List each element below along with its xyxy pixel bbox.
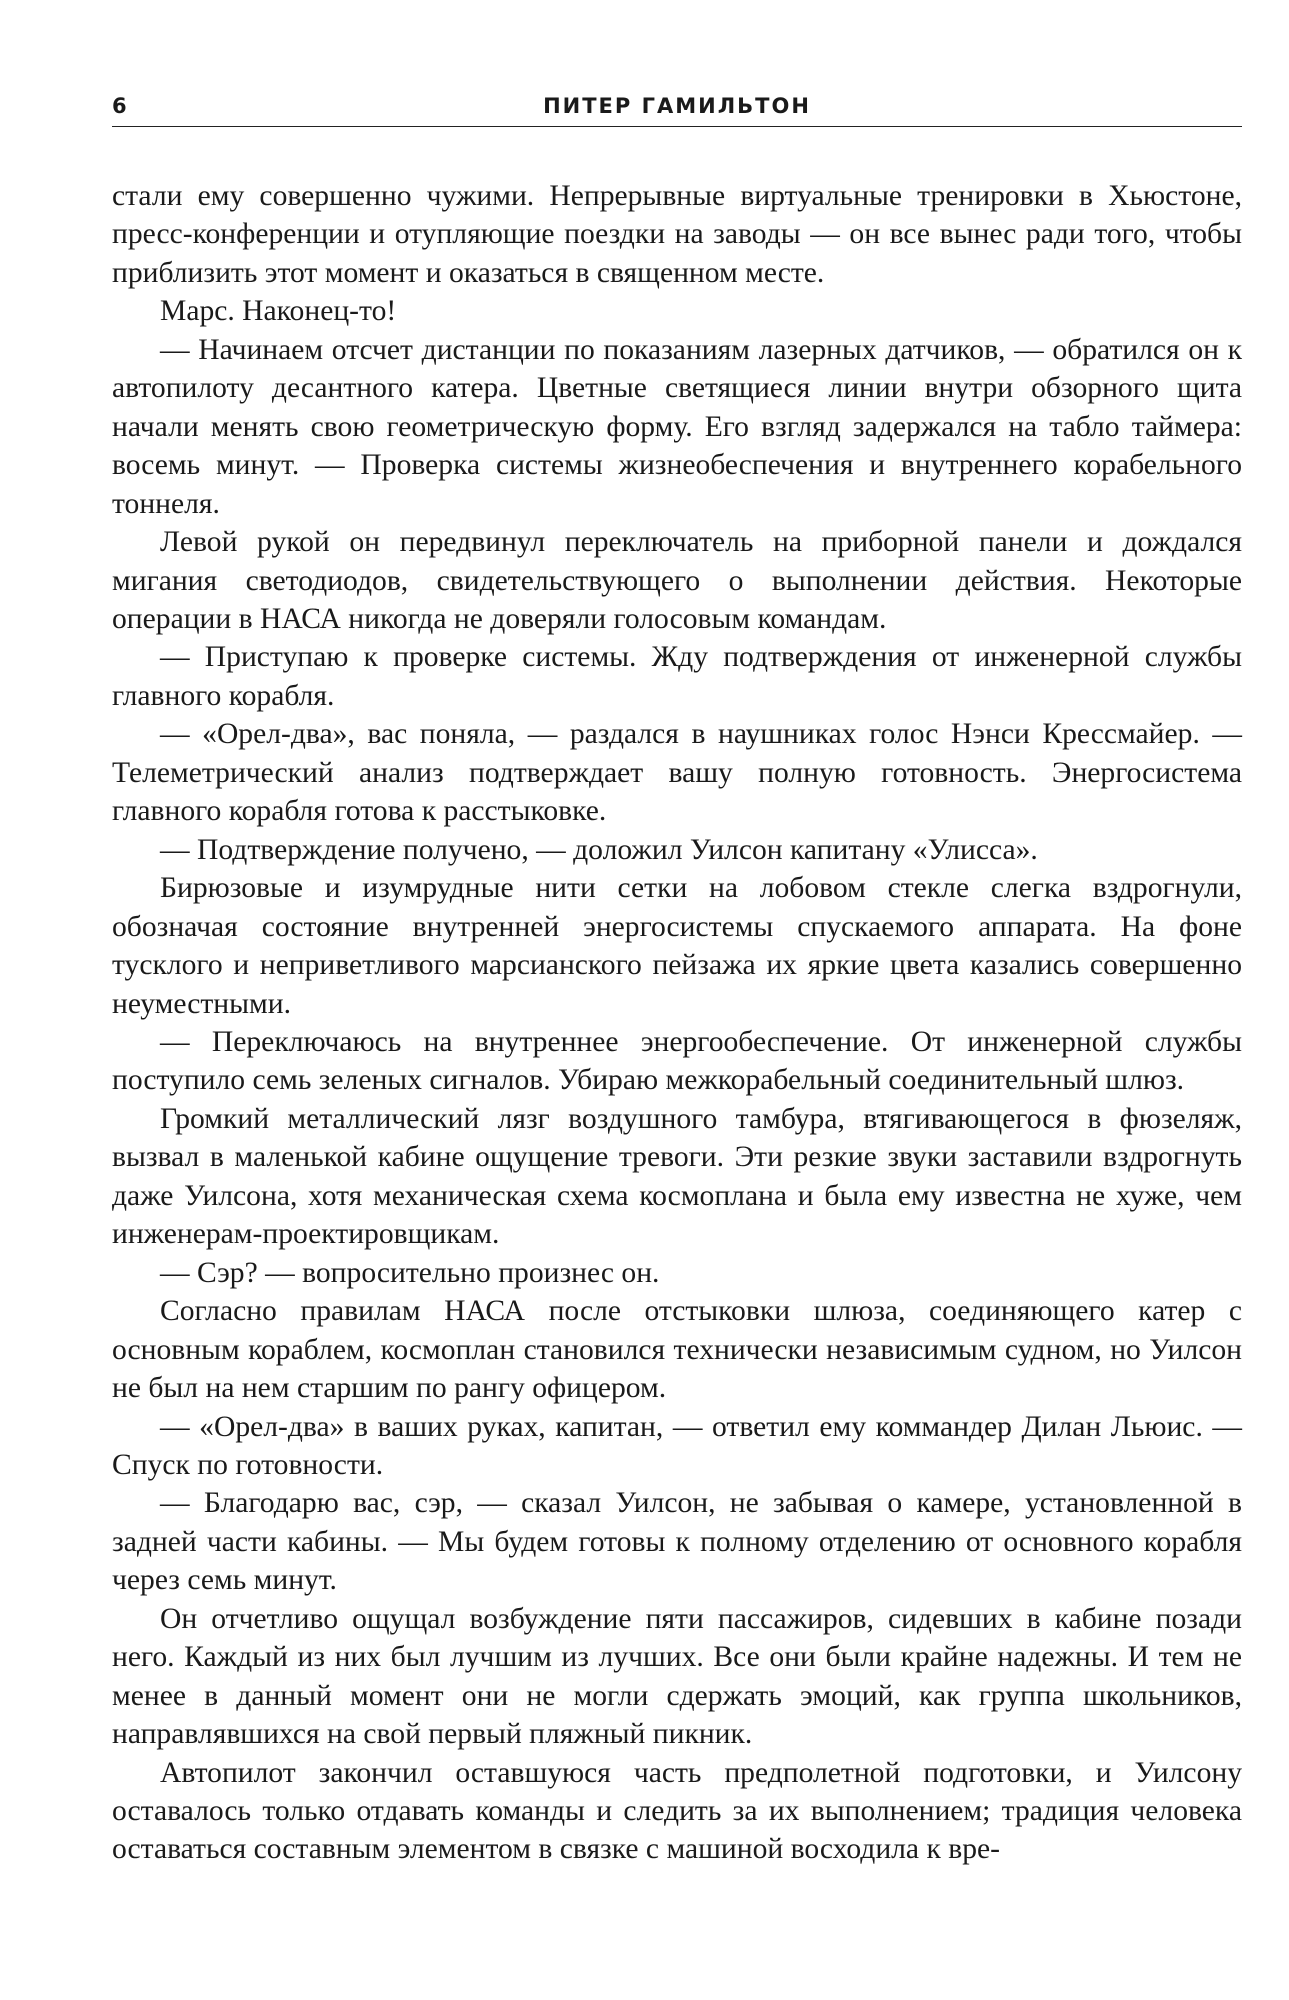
paragraph: Бирюзовые и изумрудные нити сетки на лобовом стекле слегка вздрогнули, обозначая состояние внутренней энергосистемы спускаемого аппарата. На фоне тусклого и неприветливого марсианского пейзажа их яркие цвета казались совершенно неуместными. bbox=[112, 872, 1242, 1020]
body-text bbox=[112, 177, 1242, 1869]
paragraph: стали ему совершенно чужими. Непрерывные виртуальные тренировки в Хьюстоне, пресс-конференции и отупляющие поездки на заводы — он все вынес ради того, чтобы приблизить этот момент и оказаться в священном месте. bbox=[112, 180, 1242, 289]
paragraph: — Приступаю к проверке системы. Жду подтверждения от инженерной службы главного корабля. bbox=[112, 641, 1242, 712]
page-number: 6 bbox=[112, 94, 129, 118]
paragraph: — Начинаем отсчет дистанции по показаниям лазерных датчиков, — обратился он к автопилоту десантного катера. Цветные светящиеся линии внутри обзорного щита начали менять свою геометрическую форму. Его взгляд задержался на табло таймера: восемь минут. — Проверка системы жизнеобеспечения и внутреннего корабельного тоннеля. bbox=[112, 333, 1242, 520]
paragraph: — Переключаюсь на внутреннее энергообеспечение. От инженерной службы поступило семь зеленых сигналов. Убираю межкорабельный соединительный шлюз. bbox=[112, 1025, 1242, 1097]
paragraph: — Сэр? — вопросительно произнес он. bbox=[160, 1256, 660, 1289]
paragraph: Он отчетливо ощущал возбуждение пяти пассажиров, сидевших в кабине позади него. Каждый из них был лучшим из лучших. Все они были крайне надежны. И тем не менее в данный момент они не могли сдержать эмоций, как группа школьников, направлявшихся на свой первый пляжный пикник. bbox=[112, 1602, 1242, 1751]
paragraph: — Подтверждение получено, — доложил Уилсон капитану «Улисса». bbox=[160, 833, 1038, 866]
paragraph: — «Орел-два» в ваших руках, капитан, — ответил ему коммандер Дилан Льюис. — Спуск по готовности. bbox=[112, 1410, 1242, 1481]
running-head-author: ПИТЕР ГАМИЛЬТОН bbox=[543, 94, 811, 118]
paragraph: Марс. Наконец-то! bbox=[160, 295, 397, 328]
paragraph: — Благодарю вас, сэр, — сказал Уилсон, не забывая о камере, установленной в задней части кабины. — Мы будем готовы к полному отделению от основного корабля через семь минут. bbox=[112, 1487, 1242, 1597]
paragraph: Автопилот закончил оставшуюся часть предполетной подготовки, и Уилсону оставалось только отдавать команды и следить за их выполнением; традиция человека оставаться составным элементом в связке с машиной восходила к вре- bbox=[112, 1756, 1242, 1866]
paragraph: Согласно правилам НАСА после отстыковки шлюза, соединяющего катер с основным кораблем, космоплан становился технически независимым судном, но Уилсон не был на нем старшим по рангу офицером. bbox=[112, 1295, 1242, 1405]
book-page bbox=[112, 0, 1242, 2000]
paragraph: Громкий металлический лязг воздушного тамбура, втягивающегося в фюзеляж, вызвал в маленькой кабине ощущение тревоги. Эти резкие звуки заставили вздрогнуть даже Уилсона, хотя механическая схема космоплана и была ему известна не хуже, чем инженерам-проектировщикам. bbox=[112, 1102, 1242, 1251]
paragraph: — «Орел-два», вас поняла, — раздался в наушниках голос Нэнси Крессмайер. — Телеметрический анализ подтверждает вашу полную готовность. Энергосистема главного корабля готова к расстыковке. bbox=[112, 718, 1242, 828]
running-head bbox=[112, 86, 1242, 127]
paragraph: Левой рукой он передвинул переключатель на приборной панели и дождался мигания светодиодов, свидетельствующего о выполнении действия. Некоторые операции в НАСА никогда не доверяли голосовым командам. bbox=[112, 526, 1242, 635]
